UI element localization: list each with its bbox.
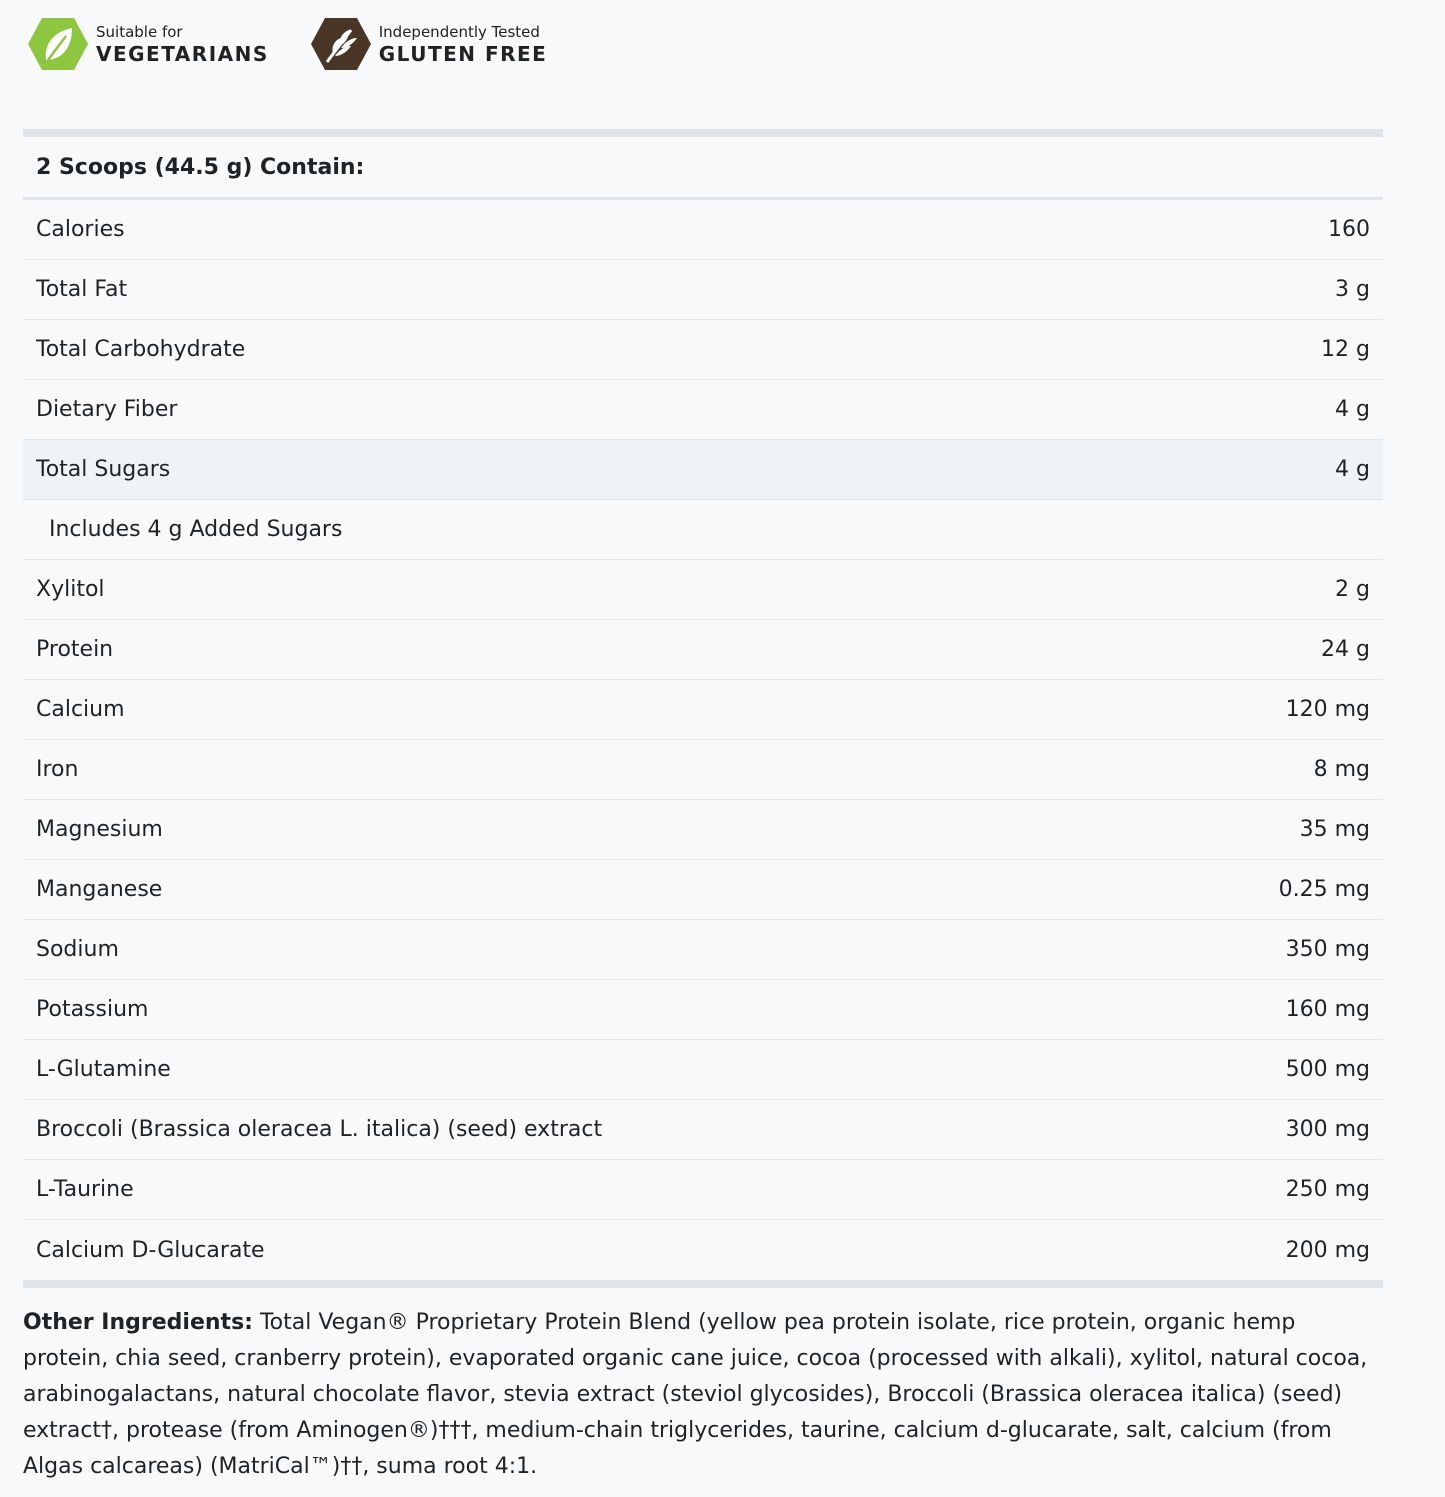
serving-size-header: 2 Scoops (44.5 g) Contain: bbox=[23, 137, 1383, 200]
table-row bbox=[23, 500, 1383, 560]
nutrient-amount: 24 g bbox=[1321, 637, 1370, 662]
table-row bbox=[23, 920, 1383, 980]
nutrient-amount: 3 g bbox=[1335, 277, 1370, 302]
table-row bbox=[23, 320, 1383, 380]
table-row bbox=[23, 980, 1383, 1040]
other-ingredients-label: Other Ingredients: bbox=[23, 1310, 253, 1335]
vegetarian-badge-title: VEGETARIANS bbox=[96, 41, 269, 66]
vegetarian-badge-small: Suitable for bbox=[96, 22, 183, 41]
nutrient-amount: 160 mg bbox=[1285, 997, 1370, 1022]
other-ingredients-text: Total Vegan® Proprietary Protein Blend (yellow pea protein isolate, rice protein, organic hemp protein, chia seed, cranberry protein), evaporated organic cane juice, cocoa (processed with alkali), xylitol, natural cocoa, arabinogalactans, natural chocolate flavor, stevia extract (steviol glycosides), Broccoli (Brassica oleracea italica) (seed) extract†, protease (from Aminogen®)†††, medium-chain triglycerides, taurine, calcium d-glucarate, salt, calcium (from Algas calcareas) (MatriCal™)††, suma root 4:1. bbox=[23, 1310, 1368, 1479]
table-row bbox=[23, 200, 1383, 260]
nutrient-name: Broccoli (Brassica oleracea L. italica) (seed) extract bbox=[36, 1117, 603, 1142]
nutrient-amount: 120 mg bbox=[1285, 697, 1370, 722]
nutrient-amount: 300 mg bbox=[1285, 1117, 1370, 1142]
gluten-free-badge-title: GLUTEN FREE bbox=[378, 41, 548, 66]
facts-rows bbox=[23, 200, 1383, 1280]
nutrient-amount: 4 g bbox=[1335, 457, 1370, 482]
vegetarian-badge bbox=[26, 16, 269, 72]
nutrient-amount: 250 mg bbox=[1285, 1177, 1370, 1202]
nutrient-name: Total Sugars bbox=[36, 457, 171, 482]
table-row bbox=[23, 860, 1383, 920]
leaf-icon bbox=[26, 16, 90, 72]
nutrient-amount: 200 mg bbox=[1285, 1237, 1370, 1263]
table-row bbox=[23, 1100, 1383, 1160]
nutrient-amount: 0.25 mg bbox=[1278, 877, 1370, 902]
table-row bbox=[23, 800, 1383, 860]
table-row bbox=[23, 440, 1383, 500]
nutrient-amount: 500 mg bbox=[1285, 1057, 1370, 1082]
nutrient-name: Calcium bbox=[36, 697, 125, 722]
certification-badges bbox=[26, 14, 587, 74]
nutrient-name: Calories bbox=[36, 217, 125, 242]
nutrient-name: Xylitol bbox=[36, 577, 105, 602]
nutrient-name: Dietary Fiber bbox=[36, 397, 178, 422]
other-ingredients bbox=[23, 1305, 1383, 1485]
nutrient-name: Protein bbox=[36, 637, 114, 662]
nutrient-name: Sodium bbox=[36, 937, 119, 962]
nutrient-name: Includes 4 g Added Sugars bbox=[49, 517, 343, 542]
table-bottom-divider bbox=[23, 1280, 1383, 1288]
table-row bbox=[23, 260, 1383, 320]
table-row bbox=[23, 620, 1383, 680]
nutrient-amount: 35 mg bbox=[1299, 817, 1370, 842]
nutrient-name: Iron bbox=[36, 757, 79, 782]
nutrient-name: Total Carbohydrate bbox=[36, 337, 246, 362]
supplement-facts-table bbox=[23, 129, 1383, 1288]
nutrient-name: L-Taurine bbox=[36, 1177, 134, 1202]
nutrient-name: Manganese bbox=[36, 877, 163, 902]
gluten-free-badge-small: Independently Tested bbox=[378, 22, 540, 41]
nutrient-amount: 4 g bbox=[1335, 397, 1370, 422]
gluten-free-badge bbox=[309, 16, 548, 72]
wheat-icon bbox=[309, 16, 373, 72]
nutrient-amount: 160 bbox=[1328, 217, 1370, 242]
table-row bbox=[23, 680, 1383, 740]
nutrient-name: L-Glutamine bbox=[36, 1057, 171, 1082]
nutrient-name: Calcium D-Glucarate bbox=[36, 1237, 265, 1263]
table-row bbox=[23, 740, 1383, 800]
table-row bbox=[23, 380, 1383, 440]
nutrient-amount: 12 g bbox=[1321, 337, 1370, 362]
nutrient-name: Potassium bbox=[36, 997, 149, 1022]
table-row bbox=[23, 1160, 1383, 1220]
table-row bbox=[23, 1220, 1383, 1280]
table-row bbox=[23, 560, 1383, 620]
table-top-divider bbox=[23, 129, 1383, 137]
table-row bbox=[23, 1040, 1383, 1100]
nutrient-amount: 350 mg bbox=[1285, 937, 1370, 962]
nutrient-amount: 2 g bbox=[1335, 577, 1370, 602]
nutrient-name: Magnesium bbox=[36, 817, 163, 842]
nutrient-amount: 8 mg bbox=[1313, 757, 1370, 782]
nutrient-name: Total Fat bbox=[36, 277, 128, 302]
